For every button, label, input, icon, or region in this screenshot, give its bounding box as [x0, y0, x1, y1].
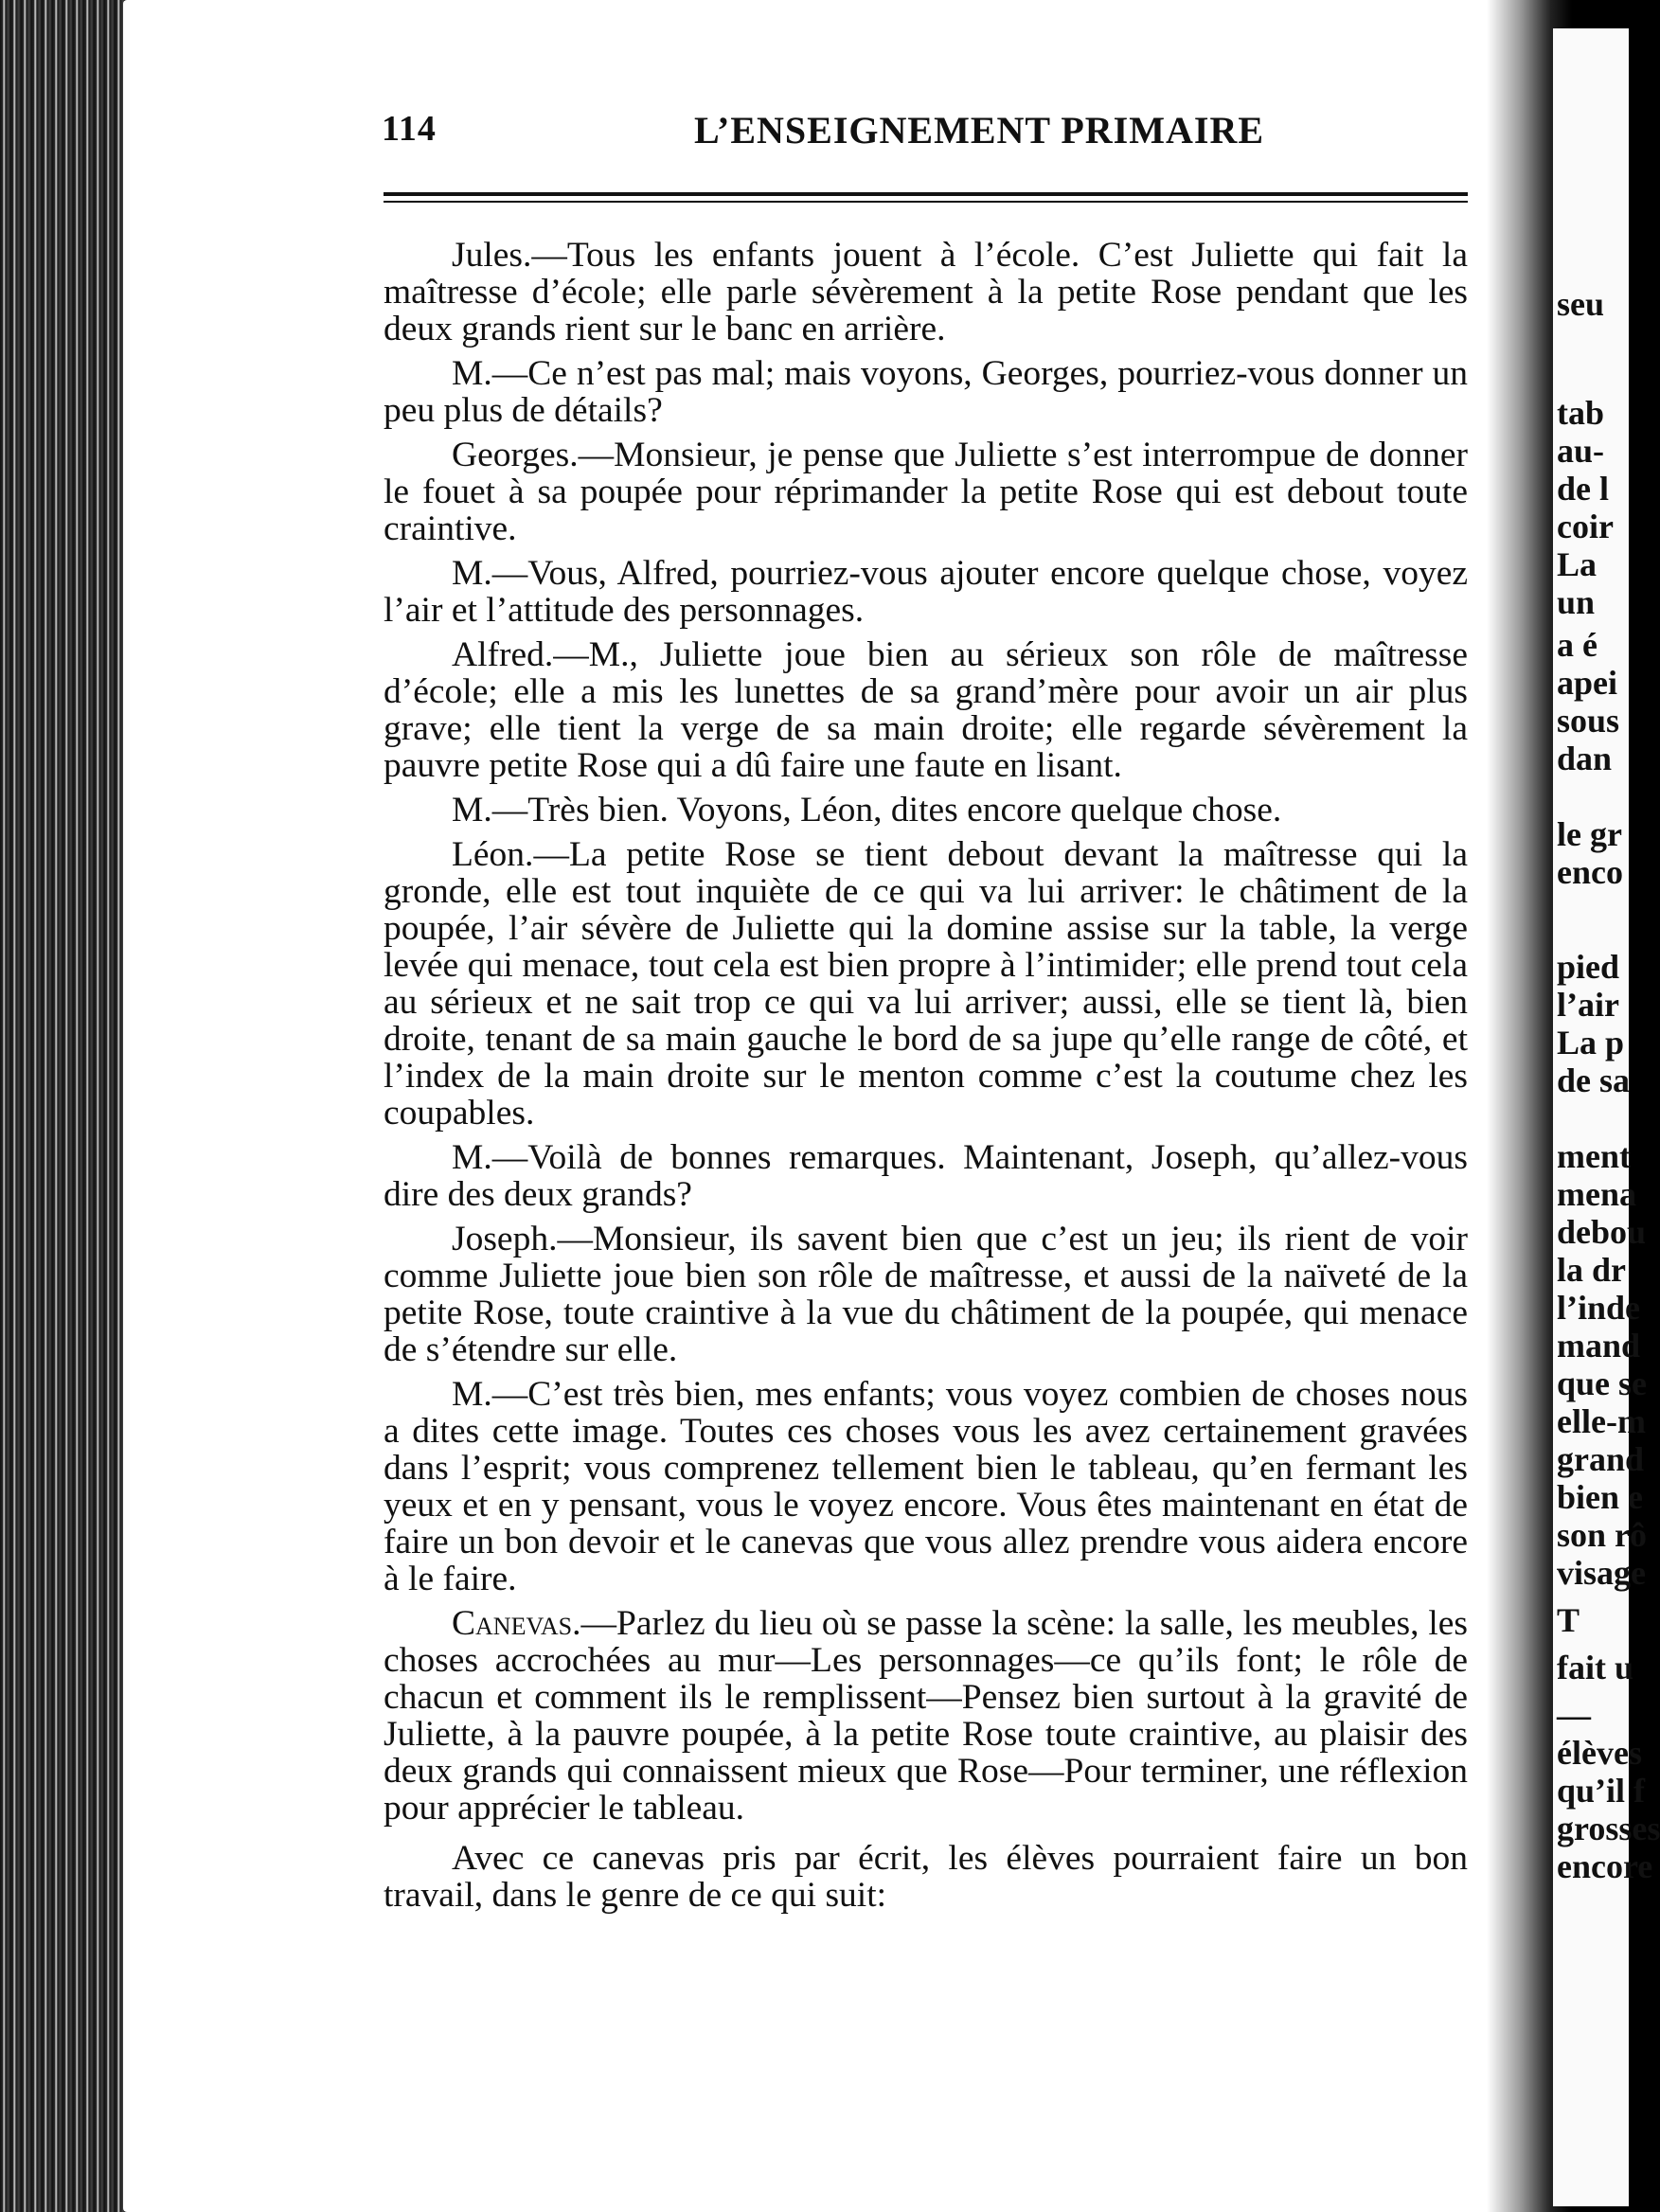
facing-page-fragment: debou — [1557, 1213, 1647, 1251]
dialogue-paragraph — [384, 237, 1468, 348]
closing-paragraph: Avec ce canevas pris par écrit, les élèves pourraient faire un bon travail, dans le genre de ce qui suit: — [384, 1839, 1468, 1915]
speaker: Léon. — [452, 835, 534, 874]
facing-page-fragment: dan — [1557, 740, 1613, 777]
facing-page-fragment: visage — [1557, 1554, 1646, 1592]
canevas-text: —Parlez du lieu où se passe la scène: la salle, les meubles, les choses accrochées au mur—Les personnages—ce qu’ils font; le rôle de chacun et comment ils le remplissent—Pensez bien surtout à la gravité de Juliette, à la pauvre poupée, à la petite Rose toute craintive, au plaisir des deux grands qui connaissent mieux que Rose—Pour terminer, une réflexion pour apprécier le tableau. — [384, 1604, 1468, 1828]
dialogue-paragraph — [384, 792, 1468, 829]
body-text — [384, 237, 1468, 1921]
facing-page-fragment: grosses — [1557, 1810, 1660, 1847]
speaker: M. — [452, 1375, 492, 1414]
dialogue-paragraph — [384, 1139, 1468, 1213]
facing-page-fragment: sous — [1557, 702, 1620, 740]
speech: —Voilà de bonnes remarques. Maintenant, Joseph, qu’allez-vous dire des deux grands? — [384, 1138, 1468, 1214]
facing-page-fragment: a é — [1557, 626, 1598, 664]
facing-page-fragment: élèves — [1557, 1734, 1642, 1772]
facing-page-fragment: le gr — [1557, 815, 1622, 853]
facing-page-fragment: elle-m — [1557, 1402, 1646, 1440]
facing-page-fragment: au- — [1557, 432, 1605, 470]
book-page-edges — [0, 0, 142, 2212]
facing-page-fragment: bien e — [1557, 1478, 1644, 1516]
speech: —Très bien. Voyons, Léon, dites encore quelque chose. — [491, 791, 1282, 830]
dialogue-paragraph — [384, 1376, 1468, 1597]
speech: —Ce n’est pas mal; mais voyons, Georges, pourriez-vous donner un peu plus de détails? — [384, 354, 1468, 430]
facing-page-fragment: la dr — [1557, 1251, 1627, 1289]
facing-page-fragment: grand — [1557, 1440, 1645, 1478]
facing-page-fragment: pied — [1557, 948, 1620, 986]
facing-page-fragment: un — [1557, 583, 1596, 621]
canevas-label: Canevas. — [452, 1604, 581, 1643]
facing-page-fragment: que se — [1557, 1365, 1648, 1402]
dialogue-paragraph — [384, 836, 1468, 1132]
facing-page-fragment: de sa — [1557, 1061, 1631, 1099]
facing-page — [1553, 28, 1660, 2206]
facing-page-fragment: coir — [1557, 508, 1614, 545]
running-title: L’ENSEIGNEMENT PRIMAIRE — [694, 109, 1265, 152]
facing-page-fragment: encore — [1557, 1847, 1653, 1885]
facing-page-fragment: tab — [1557, 394, 1605, 432]
speech: —Monsieur, je pense que Juliette s’est interrompue de donner le fouet à sa poupée pour réprimander la petite Rose qui est debout toute craintive. — [384, 436, 1468, 548]
speaker: M. — [452, 791, 492, 830]
header-rule-thick — [384, 192, 1468, 196]
header-rule-thin — [384, 201, 1468, 203]
page-number: 114 — [382, 109, 437, 149]
speech: —C’est très bien, mes enfants; vous voyez combien de choses nous a dites cette image. Toutes ces choses vous les avez certainement gravées dans l’esprit; vous comprenez tellement bien le tableau, qu’en fermant les yeux et en y pensant, vous le voyez encore. Vous êtes maintenant en état de faire un bon devoir et le canevas que vous allez prendre vous aidera encore à le faire. — [384, 1375, 1468, 1598]
speaker: M. — [452, 554, 492, 593]
speaker: Jules. — [452, 236, 532, 275]
dialogue-paragraph — [384, 437, 1468, 547]
facing-page-fragment: l’inde — [1557, 1289, 1641, 1327]
facing-page-fragment: mand — [1557, 1327, 1641, 1365]
facing-page-fragment: apei — [1557, 664, 1618, 702]
speech: —Monsieur, ils savent bien que c’est un jeu; ils rient de voir comme Juliette joue bien son rôle de maîtresse, et aussi de la naïveté de la petite Rose, toute craintive à la vue du châtiment de la poupée, qui menace de s’étendre sur elle. — [384, 1220, 1468, 1369]
speaker: Joseph. — [452, 1220, 558, 1258]
dialogue-paragraph — [384, 355, 1468, 429]
facing-page-fragment: — — [1557, 1696, 1591, 1734]
speech: —M., Juliette joue bien au sérieux son rôle de maîtresse d’école; elle a mis les lunettes de sa grand’mère pour avoir un air plus grave; elle tient la verge de sa main droite; elle regarde sévèrement la pauvre petite Rose qui a dû faire une faute en lisant. — [384, 635, 1468, 785]
facing-page-fragment: son rô — [1557, 1516, 1648, 1554]
facing-page-fragment: fait u — [1557, 1649, 1633, 1686]
dialogue-paragraph — [384, 1221, 1468, 1368]
facing-page-fragment: seu — [1557, 285, 1605, 323]
facing-page-fragment: enco — [1557, 853, 1623, 891]
speaker: Georges. — [452, 436, 579, 474]
speaker: M. — [452, 1138, 492, 1177]
speech: —Tous les enfants jouent à l’école. C’est Juliette qui fait la maîtresse d’école; elle parle sévèrement à la petite Rose pendant que les deux grands rient sur le banc en arrière. — [384, 236, 1468, 348]
facing-page-fragment: mena — [1557, 1175, 1636, 1213]
facing-page-fragment: l’air — [1557, 986, 1619, 1024]
facing-page-fragment: T — [1557, 1601, 1580, 1639]
facing-page-fragment: de l — [1557, 470, 1610, 508]
speech: —La petite Rose se tient debout devant la maîtresse qui la gronde, elle est tout inquiète de ce qui va lui arriver: le châtiment de la poupée, l’air sévère de Juliette qui la domine assise sur la table, la verge levée qui menace, tout cela est bien propre à l’intimider; elle prend tout cela au sérieux et ne sait trop ce qui va lui arriver; aussi, elle se tient là, bien droite, tenant de sa main gauche le bord de sa jupe qu’elle range de côté, et l’index de la main droite sur le menton comme c’est la coutume chez les coupables. — [384, 835, 1468, 1133]
dialogue-paragraph — [384, 555, 1468, 629]
speaker: Alfred. — [452, 635, 554, 674]
facing-page-fragment: La — [1557, 545, 1598, 583]
canevas-paragraph — [384, 1605, 1468, 1827]
facing-page-fragment: La p — [1557, 1024, 1625, 1061]
speech: —Vous, Alfred, pourriez-vous ajouter encore quelque chose, voyez l’air et l’attitude des personnages. — [384, 554, 1468, 630]
facing-page-fragment: ment — [1557, 1137, 1631, 1175]
page-header — [382, 108, 1499, 165]
speaker: M. — [452, 354, 492, 393]
dialogue-paragraph — [384, 636, 1468, 784]
facing-page-fragment: qu’il f — [1557, 1772, 1646, 1810]
